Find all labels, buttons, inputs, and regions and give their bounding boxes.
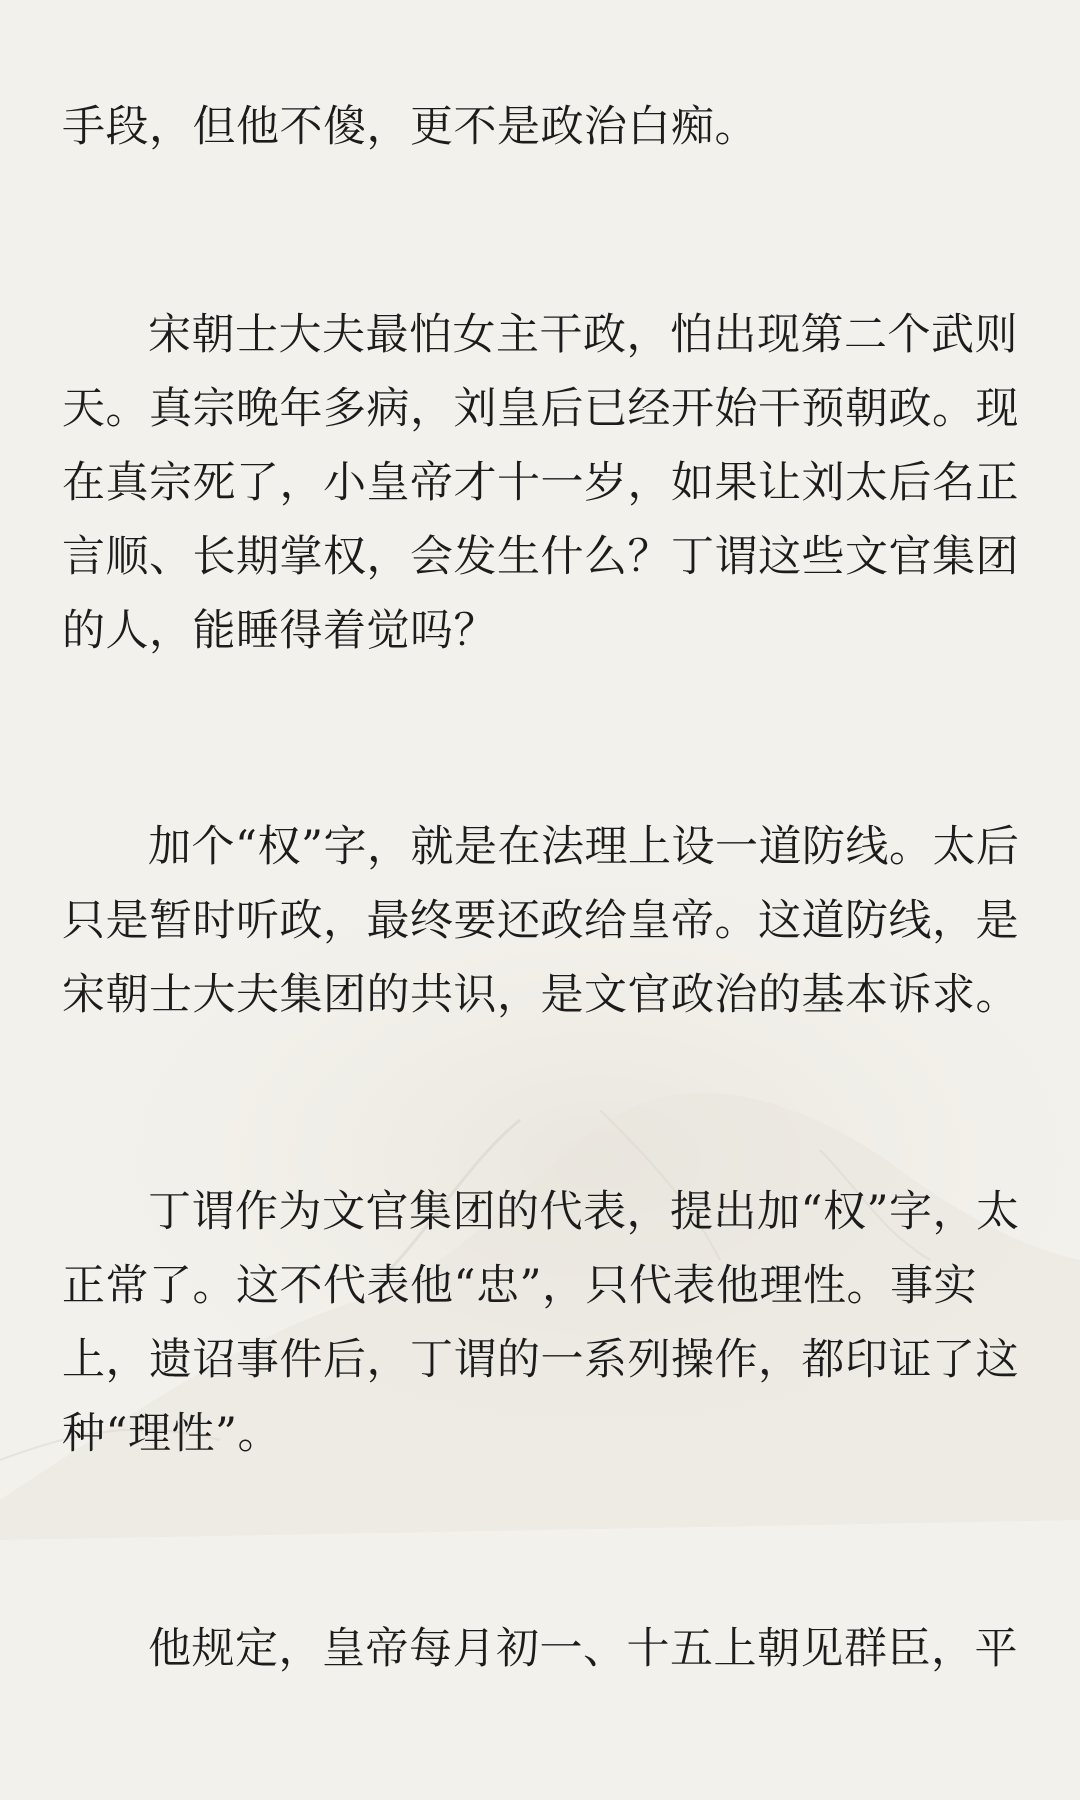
text-line: 加个“权”字，就是在法理上设一道防线。太后: [148, 822, 1020, 872]
text-line: 上，遗诏事件后，丁谓的一系列操作，都印证了这: [62, 1335, 1019, 1385]
text-line: 的人，能睡得着觉吗？: [62, 606, 497, 656]
text-line: 宋朝士大夫最怕女主干政，怕出现第二个武则: [148, 310, 1018, 360]
paragraph-4: [62, 1175, 1020, 1471]
text-line: 种“理性”。: [62, 1409, 281, 1459]
text-line: 天。真宗晚年多病，刘皇后已经开始干预朝政。现: [62, 384, 1019, 434]
text-line: 在真宗死了，小皇帝才十一岁，如果让刘太后名正: [62, 458, 1019, 508]
text-line: 他规定，皇帝每月初一、十五上朝见群臣，平: [148, 1624, 1018, 1674]
text-line: 正常了。这不代表他“忠”，只代表他理性。事实: [62, 1261, 977, 1311]
paragraph-5: [62, 1612, 1018, 1686]
paragraph-3: [62, 810, 1020, 1032]
paragraph-2: [62, 298, 1019, 668]
article-body: [62, 0, 1020, 1800]
text-line: 手段，但他不傻，更不是政治白痴。: [62, 102, 758, 152]
text-line: 言顺、长期掌权，会发生什么？丁谓这些文官集团: [62, 532, 1019, 582]
text-line: 丁谓作为文官集团的代表，提出加“权”字，太: [148, 1187, 1020, 1237]
paragraph-1: [62, 90, 1010, 164]
text-line: 只是暂时听政，最终要还政给皇帝。这道防线，是: [62, 896, 1019, 946]
text-line: 宋朝士大夫集团的共识，是文官政治的基本诉求。: [62, 970, 1019, 1020]
